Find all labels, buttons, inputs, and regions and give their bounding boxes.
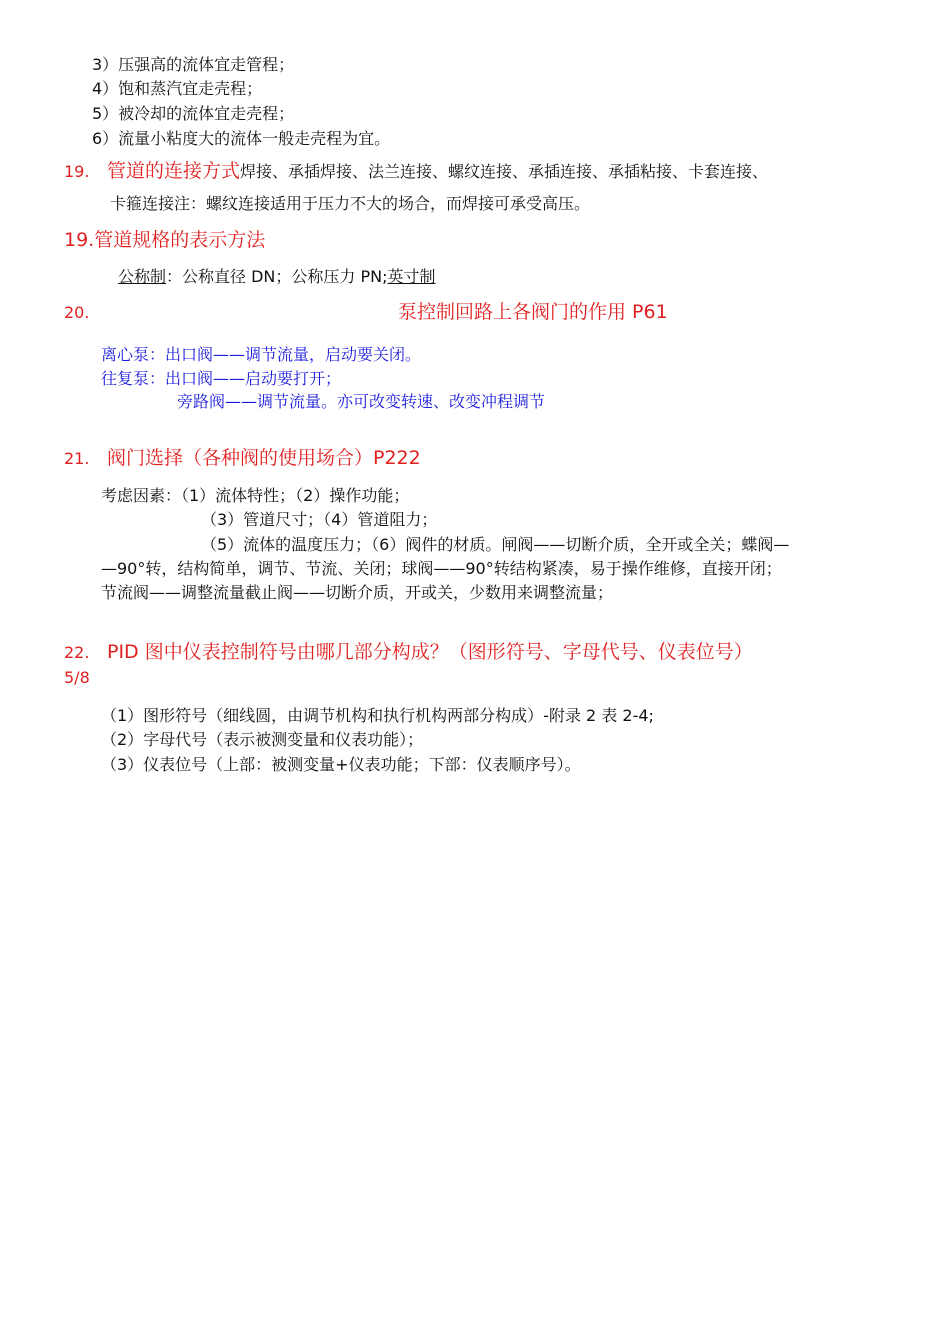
body-line: （3）管道尺寸；（4）管道阻力；: [201, 510, 438, 529]
body-line: 节流阀——调整流量截止阀——切断介质，开或关，少数用来调整流量；: [101, 583, 614, 602]
section-title: PID 图中仪表控制符号由哪几部分构成？（图形符号、字母代号、仪表位号）: [107, 641, 753, 663]
list-item: 4）饱和蒸汽宜走壳程；: [92, 79, 263, 98]
body-line: （5）流体的温度压力；（6）阀件的材质。闸阀——切断介质，全开或全关；蝶阀—: [201, 535, 790, 554]
blue-line: 离心泵：出口阀——调节流量，启动要关闭。: [101, 345, 422, 364]
spec-line: [118, 266, 436, 288]
spec-text: ：公称直径 DN；公称压力 PN;: [166, 267, 388, 286]
list-item: 3）压强高的流体宜走管程；: [92, 55, 295, 74]
body-line: —90°转，结构简单，调节、节流、关闭；球阀——90°转结构紧凑，易于操作维修，直接开闭；: [101, 559, 782, 578]
section-19-heading-line: [107, 158, 768, 184]
page-reference: 5/8: [64, 668, 90, 687]
section-title: 阀门选择（各种阀的使用场合）P222: [107, 447, 421, 469]
body-line: （3）仪表位号（上部：被测变量+仪表功能；下部：仪表顺序号）。: [101, 755, 581, 774]
spec-term: 英寸制: [387, 267, 436, 286]
section-number: 19.: [64, 162, 90, 181]
section-title: 19.管道规格的表示方法: [64, 229, 266, 251]
section-number: 20.: [64, 303, 90, 322]
body-line: （1）图形符号（细线圆，由调节机构和执行机构两部分构成）-附录 2 表 2-4;: [101, 706, 654, 725]
spec-term: 公称制: [118, 267, 167, 286]
section-number: 21.: [64, 449, 90, 468]
section-body-text: 焊接、承插焊接、法兰连接、螺纹连接、承插连接、承插粘接、卡套连接、: [240, 162, 769, 181]
section-title: 泵控制回路上各阀门的作用 P61: [398, 301, 668, 323]
body-line: 考虑因素：（1）流体特性；（2）操作功能；: [101, 486, 410, 505]
blue-line: 往复泵：出口阀——启动要打开；: [101, 369, 342, 388]
list-item: 6）流量小粘度大的流体一般走壳程为宜。: [92, 129, 391, 148]
blue-line: 旁路阀——调节流量。亦可改变转速、改变冲程调节: [177, 392, 546, 411]
section-number: 22.: [64, 643, 90, 662]
section-title: 管道的连接方式: [107, 160, 241, 182]
body-line: （2）字母代号（表示被测变量和仪表功能）；: [101, 730, 424, 749]
list-item: 5）被冷却的流体宜走壳程；: [92, 104, 295, 123]
section-body-text: 卡箍连接注：螺纹连接适用于压力不大的场合，而焊接可承受高压。: [110, 194, 591, 213]
